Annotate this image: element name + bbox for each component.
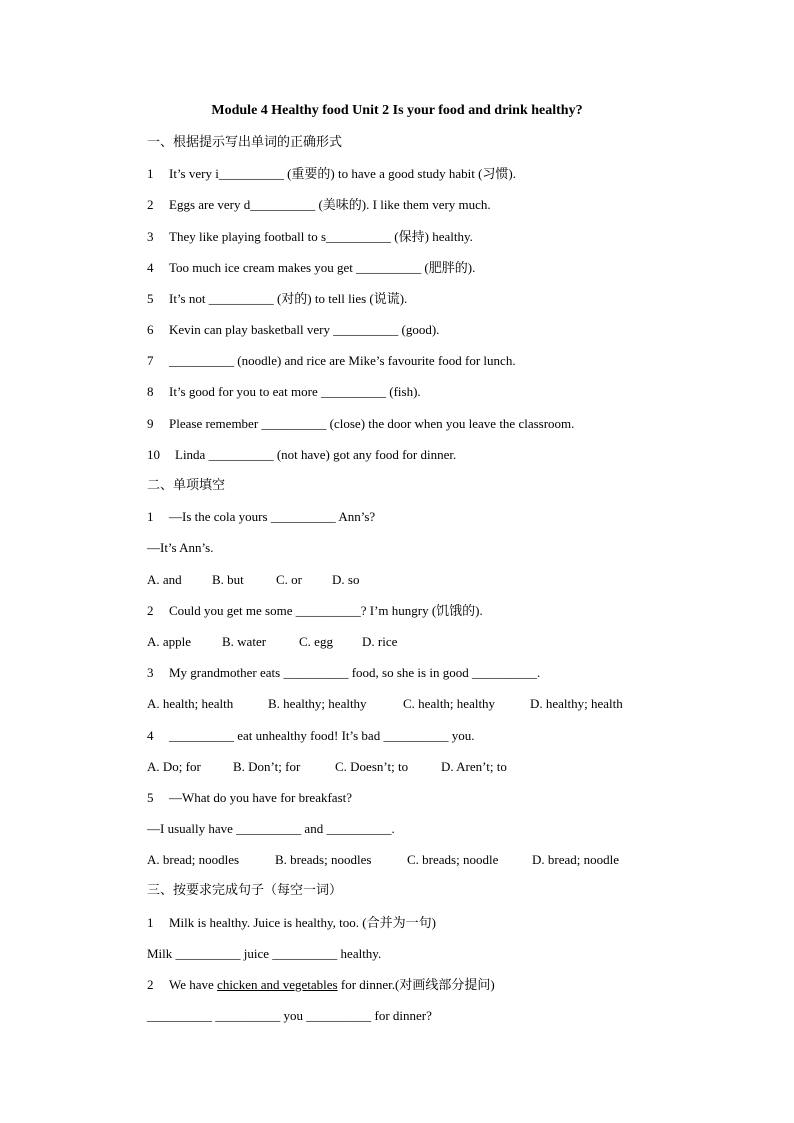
option-d: D. bread; noodle (532, 852, 620, 867)
question-text: Could you get me some __________? I’m hungry (饥饿的). (169, 603, 483, 618)
option-a: A. and (147, 572, 182, 587)
s3-q2-line2: __________ __________ you __________ for dinner? (147, 1008, 432, 1023)
option-d: D. Aren’t; to (441, 759, 507, 774)
option-c: C. or (276, 572, 302, 587)
item-text: Please remember __________ (close) the door when you leave the classroom. (169, 416, 575, 431)
item-number: 8 (147, 384, 154, 399)
s2-q2-options (147, 633, 397, 651)
s2-q2-line1 (147, 602, 483, 620)
question-text: Milk is healthy. Juice is healthy, too. (合并为一句) (169, 915, 436, 930)
item-text: It’s not __________ (对的) to tell lies (说谎). (169, 291, 408, 306)
item-number: 5 (147, 291, 154, 306)
underlined-phrase: chicken and vegetables (217, 977, 338, 992)
option-a: A. Do; for (147, 759, 201, 774)
item-text: It’s very i__________ (重要的) to have a good study habit (习惯). (169, 166, 516, 181)
s1-item-10 (147, 446, 456, 464)
item-text: Linda __________ (not have) got any food for dinner. (175, 447, 457, 462)
section-3-heading: 三、按要求完成句子（每空一词） (147, 883, 343, 898)
item-text: __________ (noodle) and rice are Mike’s favourite food for lunch. (169, 353, 516, 368)
question-number: 4 (147, 728, 154, 743)
s2-q1-options (147, 571, 359, 589)
option-b: B. healthy; healthy (268, 696, 367, 711)
option-b: B. breads; noodles (275, 852, 372, 867)
option-a: A. bread; noodles (147, 852, 240, 867)
item-text: It’s good for you to eat more __________ (fish). (169, 384, 421, 399)
s2-q3-options (147, 695, 623, 713)
item-number: 1 (147, 166, 154, 181)
option-a: A. health; health (147, 696, 234, 711)
page-title: Module 4 Healthy food Unit 2 Is your food and drink healthy? (211, 103, 583, 118)
item-number: 9 (147, 416, 154, 431)
s1-item-5 (147, 290, 407, 308)
item-text: Eggs are very d__________ (美味的). I like them very much. (169, 197, 491, 212)
s2-q5-line1 (147, 789, 352, 807)
question-text-pre: We have (169, 977, 218, 992)
s2-q4-line1 (147, 727, 474, 745)
s2-q1-line1 (147, 508, 375, 526)
s2-q3-line1 (147, 664, 540, 682)
item-number: 6 (147, 322, 154, 337)
s3-q2-line1 (147, 976, 495, 994)
s1-item-7 (147, 352, 516, 370)
s3-q1-line1 (147, 914, 436, 932)
s1-item-1 (147, 165, 516, 183)
option-d: D. so (332, 572, 360, 587)
option-a: A. apple (147, 634, 192, 649)
item-text: Kevin can play basketball very __________ (good). (169, 322, 440, 337)
option-c: C. Doesn’t; to (335, 759, 409, 774)
section-2-heading: 二、单项填空 (147, 478, 226, 493)
question-text: —What do you have for breakfast? (169, 790, 353, 805)
question-text: —Is the cola yours __________ Ann’s? (169, 509, 376, 524)
option-c: C. health; healthy (403, 696, 496, 711)
question-number: 1 (147, 509, 154, 524)
item-number: 4 (147, 260, 154, 275)
s2-q4-options (147, 758, 507, 776)
question-text-post: for dinner.(对画线部分提问) (337, 977, 495, 992)
option-c: C. egg (299, 634, 333, 649)
s1-item-3 (147, 228, 473, 246)
option-c: C. breads; noodle (407, 852, 499, 867)
section-1-heading: 一、根据提示写出单词的正确形式 (147, 135, 343, 150)
question-number: 5 (147, 790, 154, 805)
item-number: 2 (147, 197, 154, 212)
question-number: 2 (147, 603, 154, 618)
s2-q5-line2: —I usually have __________ and __________. (147, 821, 395, 836)
s3-q1-line2: Milk __________ juice __________ healthy. (147, 946, 382, 961)
s1-item-4 (147, 259, 475, 277)
question-number: 3 (147, 665, 154, 680)
question-number: 2 (147, 977, 154, 992)
s1-item-6 (147, 321, 439, 339)
option-d: D. rice (362, 634, 398, 649)
option-d: D. healthy; health (530, 696, 623, 711)
s2-q5-options (147, 851, 619, 869)
item-number: 3 (147, 229, 154, 244)
s1-item-9 (147, 415, 574, 433)
item-text: Too much ice cream makes you get __________ (肥胖的). (169, 260, 476, 275)
option-b: B. but (212, 572, 244, 587)
item-text: They like playing football to s__________ (保持) healthy. (169, 229, 473, 244)
question-text: __________ eat unhealthy food! It’s bad __________ you. (169, 728, 475, 743)
s2-q1-line2: —It’s Ann’s. (147, 540, 214, 555)
item-number: 7 (147, 353, 154, 368)
option-b: B. Don’t; for (233, 759, 301, 774)
question-text: My grandmother eats __________ food, so she is in good __________. (169, 665, 541, 680)
s1-item-8 (147, 383, 421, 401)
s1-item-2 (147, 196, 491, 214)
question-number: 1 (147, 915, 154, 930)
item-number: 10 (147, 447, 160, 462)
option-b: B. water (222, 634, 267, 649)
